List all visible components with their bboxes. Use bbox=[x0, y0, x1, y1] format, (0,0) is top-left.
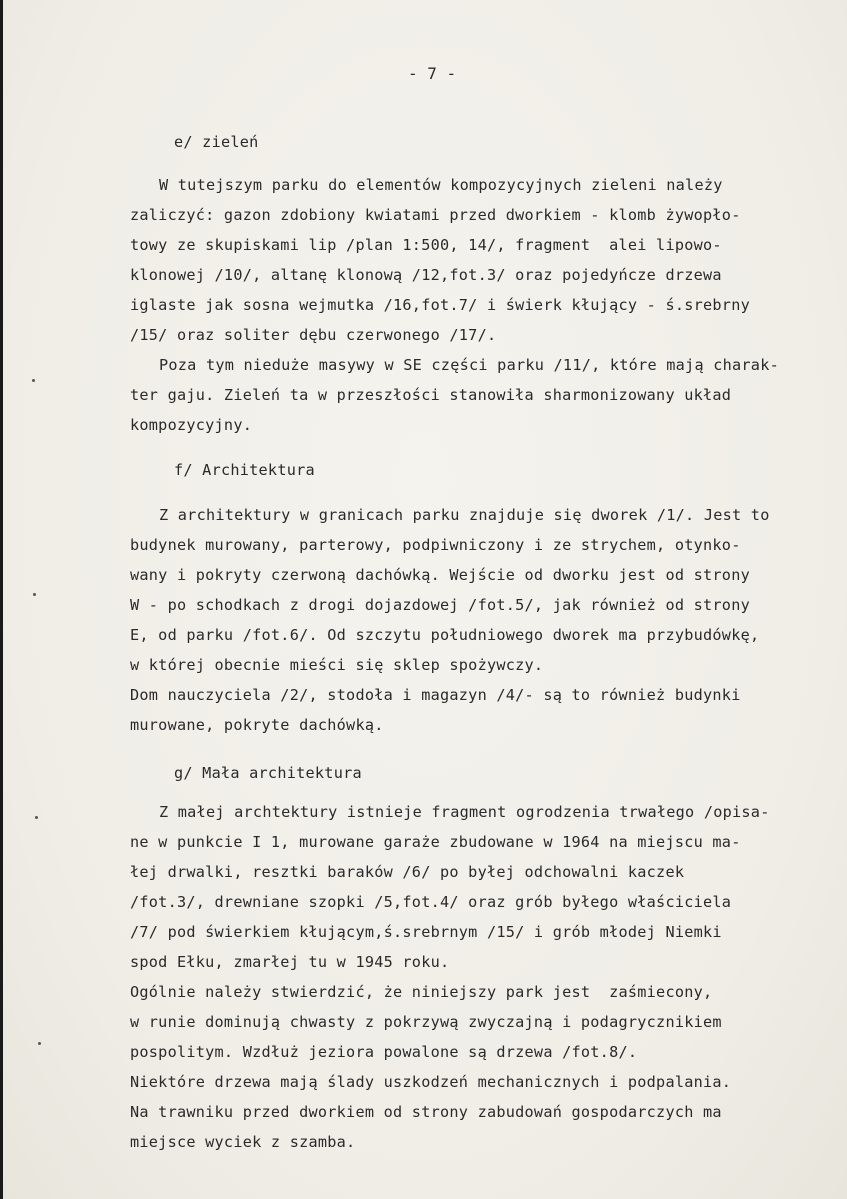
text-line: W tutejszym parku do elementów kompozycyjnych zieleni należy bbox=[159, 176, 723, 194]
text-line: budynek murowany, parterowy, podpiwniczony i ze strychem, otynko- bbox=[130, 536, 741, 554]
text-line: ne w punkcie I 1, murowane garaże zbudowane w 1964 na miejscu ma- bbox=[130, 833, 741, 851]
text-line: W - po schodkach z drogi dojazdowej /fot.5/, jak również od strony bbox=[130, 596, 750, 614]
scan-edge bbox=[0, 0, 3, 1199]
text-line: miejsce wyciek z szamba. bbox=[130, 1133, 356, 1151]
text-line: kompozycyjny. bbox=[130, 416, 253, 434]
text-line: klonowej /10/, altanę klonową /12,fot.3/ oraz pojedyńcze drzewa bbox=[130, 266, 722, 284]
text-line: Dom nauczyciela /2/, stodoła i magazyn /4/- są to również budynki bbox=[130, 686, 741, 704]
text-line: w której obecnie mieści się sklep spożywczy. bbox=[130, 656, 544, 674]
text-line: /15/ oraz soliter dębu czerwonego /17/. bbox=[130, 326, 497, 344]
text-line: /7/ pod świerkiem kłującym,ś.srebrnym /15/ i grób młodej Niemki bbox=[130, 923, 722, 941]
text-line: Ogólnie należy stwierdzić, że niniejszy park jest zaśmiecony, bbox=[130, 983, 713, 1001]
section-heading-zielen: e/ zieleń bbox=[174, 133, 259, 151]
text-line: iglaste jak sosna wejmutka /16,fot.7/ i świerk kłujący - ś.srebrny bbox=[130, 296, 750, 314]
text-line: Poza tym nieduże masywy w SE części parku /11/, które mają charak- bbox=[159, 356, 779, 374]
margin-mark bbox=[35, 816, 38, 819]
text-line: zaliczyć: gazon zdobiony kwiatami przed dworkiem - klomb żywopło- bbox=[130, 206, 741, 224]
text-line: spod Ełku, zmarłej tu w 1945 roku. bbox=[130, 953, 450, 971]
text-line: wany i pokryty czerwoną dachówką. Wejście od dworku jest od strony bbox=[130, 566, 750, 584]
text-line: towy ze skupiskami lip /plan 1:500, 14/, fragment alei lipowo- bbox=[130, 236, 722, 254]
text-line: Z architektury w granicach parku znajduje się dworek /1/. Jest to bbox=[159, 506, 770, 524]
margin-mark bbox=[32, 379, 35, 382]
text-line: Niektóre drzewa mają ślady uszkodzeń mechanicznych i podpalania. bbox=[130, 1073, 732, 1091]
text-line: Na trawniku przed dworkiem od strony zabudowań gospodarczych ma bbox=[130, 1103, 722, 1121]
text-line: ter gaju. Zieleń ta w przeszłości stanowiła sharmonizowany układ bbox=[130, 386, 732, 404]
margin-mark bbox=[33, 593, 36, 596]
text-line: łej drwalki, resztki baraków /6/ po byłej odchowalni kaczek bbox=[130, 863, 685, 881]
text-line: Z małej archtektury istnieje fragment ogrodzenia trwałego /opisa- bbox=[159, 803, 770, 821]
margin-mark bbox=[38, 1042, 41, 1045]
page-number: - 7 - bbox=[408, 64, 457, 83]
section-heading-mala-architektura: g/ Mała architektura bbox=[174, 764, 362, 782]
text-line: w runie dominują chwasty z pokrzywą zwyczajną i podagrycznikiem bbox=[130, 1013, 722, 1031]
section-heading-architektura: f/ Architektura bbox=[174, 461, 315, 479]
text-line: pospolitym. Wzdłuż jeziora powalone są drzewa /fot.8/. bbox=[130, 1043, 638, 1061]
text-line: /fot.3/, drewniane szopki /5,fot.4/ oraz grób byłego właściciela bbox=[130, 893, 732, 911]
text-line: murowane, pokryte dachówką. bbox=[130, 716, 384, 734]
text-line: E, od parku /fot.6/. Od szczytu południowego dworek ma przybudówkę, bbox=[130, 626, 760, 644]
